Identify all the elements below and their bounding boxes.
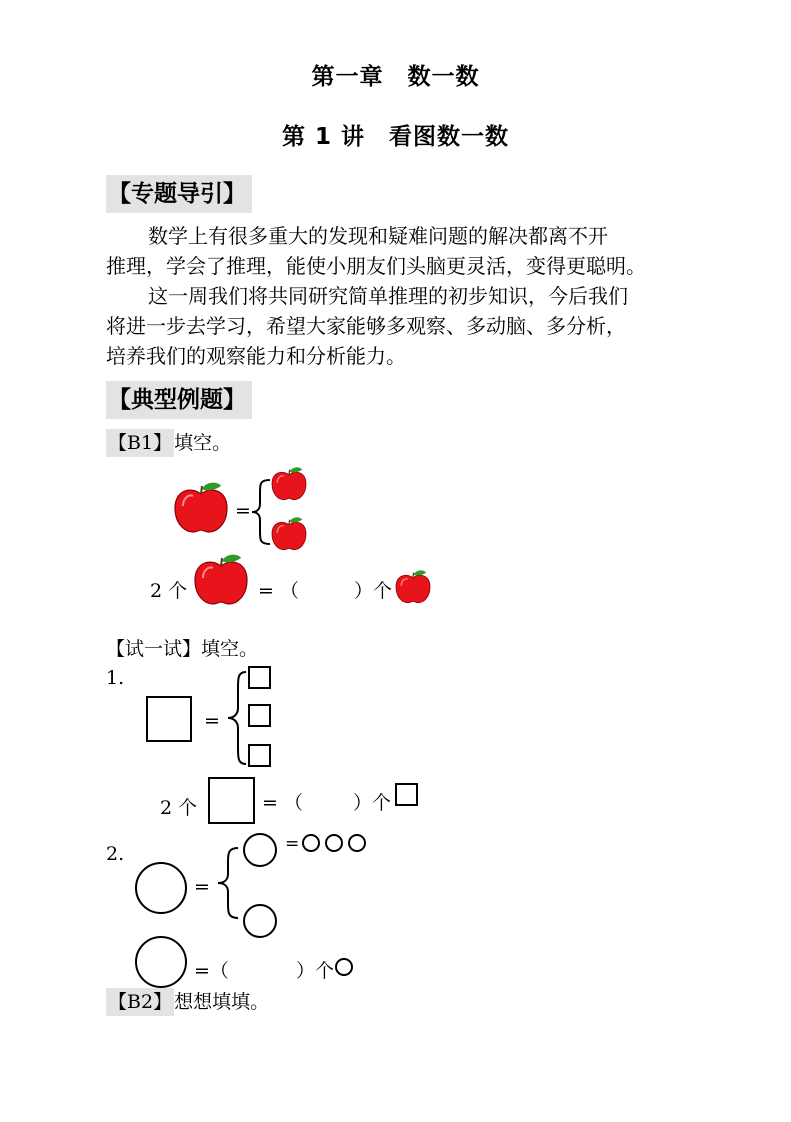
small-square <box>248 744 271 767</box>
brace-icon <box>226 670 248 766</box>
chapter-title: 第一章 数一数 <box>311 64 480 90</box>
small-circle <box>302 834 320 852</box>
b1-count: 2 个 <box>150 580 188 602</box>
big-square <box>146 696 192 742</box>
q2-small-equals: = <box>285 834 300 854</box>
small-circle <box>325 834 343 852</box>
small-square <box>248 704 271 727</box>
q1-equals: = <box>204 710 220 732</box>
b1-answer-open: = （ <box>258 580 299 602</box>
b1-tag: 【B1】 <box>106 429 174 457</box>
q2-answer-close: ）个 <box>296 960 335 982</box>
medium-circle <box>243 833 277 867</box>
b2-line <box>106 987 269 1016</box>
b1-line <box>106 428 231 457</box>
intro-para1-line1: 数学上有很多重大的发现和疑难问题的解决都离不开 <box>148 224 608 248</box>
intro-para1-line2: 推理，学会了推理，能使小朋友们头脑更灵活，变得更聪明。 <box>106 254 646 278</box>
try-text: 填空。 <box>201 638 259 660</box>
small-apple-icon <box>272 468 306 500</box>
big-circle <box>135 936 187 988</box>
big-apple-icon <box>195 556 247 605</box>
b2-text: 想想填填。 <box>174 991 270 1013</box>
small-apple-icon <box>396 571 430 603</box>
small-square <box>395 783 418 806</box>
small-circle <box>348 834 366 852</box>
try-tag: 【试一试】 <box>106 638 202 660</box>
big-square <box>208 777 255 824</box>
small-circle <box>335 958 353 976</box>
try-line <box>106 634 258 661</box>
medium-circle <box>243 904 277 938</box>
q1-answer-close: ）个 <box>353 792 392 814</box>
b2-tag: 【B2】 <box>106 988 174 1016</box>
examples-heading: 【典型例题】 <box>106 381 252 419</box>
q2-answer-open: =（ <box>194 960 229 982</box>
intro-para2-line2: 将进一步去学习，希望大家能够多观察、多动脑、多分析， <box>106 314 626 338</box>
q2-equals: = <box>194 876 210 898</box>
small-square <box>248 666 271 689</box>
big-circle <box>135 862 187 914</box>
q1-count: 2 个 <box>160 797 198 819</box>
q1-answer-open: = （ <box>262 792 303 814</box>
q2-number: 2. <box>106 843 125 865</box>
brace-icon <box>216 846 240 920</box>
small-apple-icon <box>272 518 306 550</box>
intro-para2-line3: 培养我们的观察能力和分析能力。 <box>106 344 406 368</box>
b1-equals: = <box>235 500 251 522</box>
b1-text: 填空。 <box>174 432 232 454</box>
q1-number: 1. <box>106 667 125 689</box>
intro-heading: 【专题导引】 <box>106 175 252 213</box>
intro-para2-line1: 这一周我们将共同研究简单推理的初步知识，今后我们 <box>148 284 628 308</box>
b1-answer-close: ）个 <box>354 580 393 602</box>
big-apple-icon <box>175 484 228 533</box>
lesson-title: 第 1 讲 看图数一数 <box>281 124 510 150</box>
brace-icon <box>250 478 272 546</box>
